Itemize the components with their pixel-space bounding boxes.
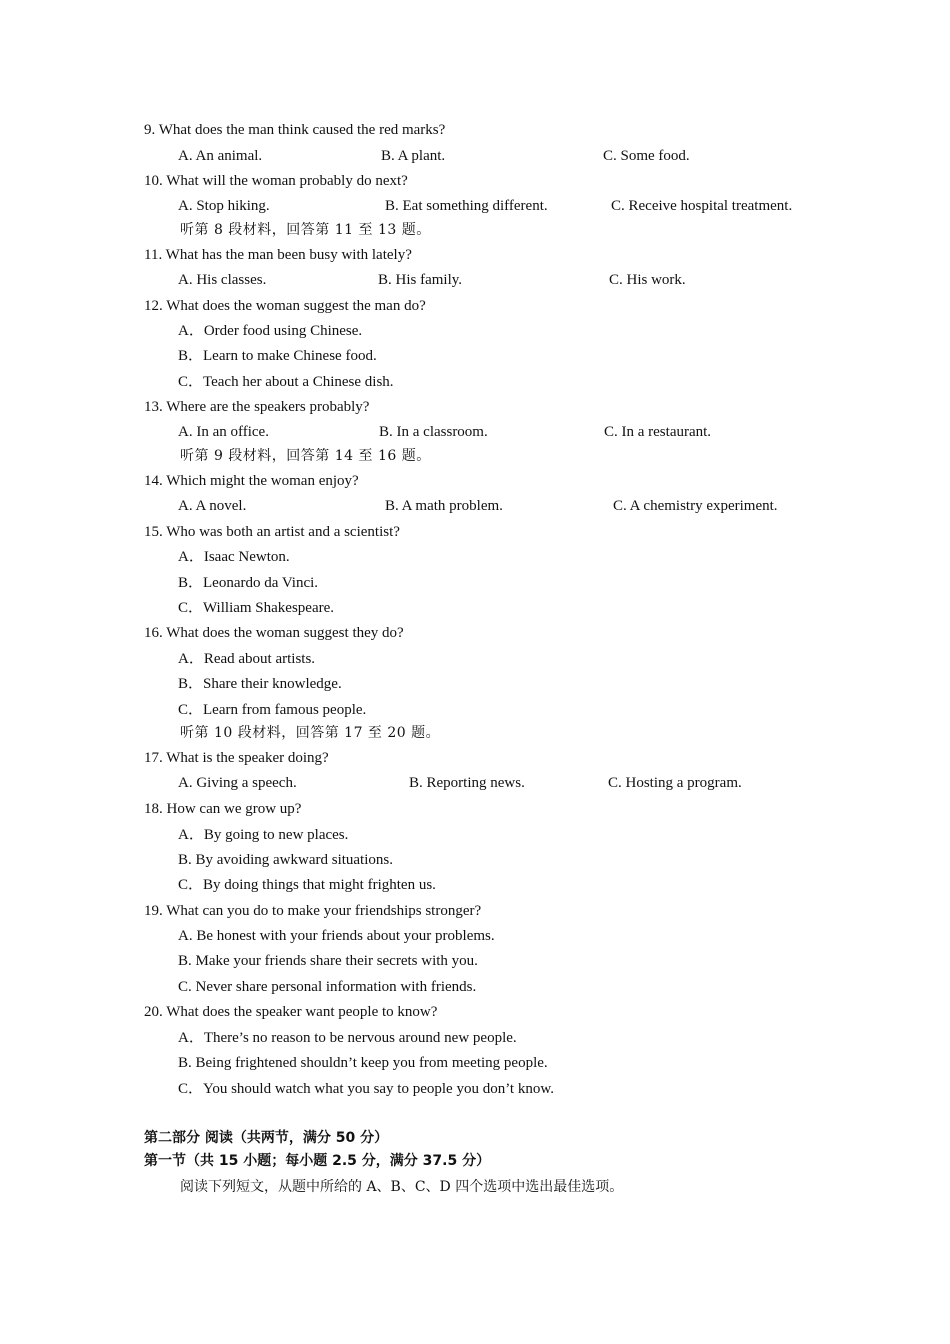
- question-16-option-c: C．Learn from famous people.: [178, 702, 367, 718]
- question-20-option-b: B. Being frightened shouldn’t keep you from meeting people.: [178, 1055, 548, 1071]
- question-20-stem: 20. What does the speaker want people to know?: [144, 1004, 438, 1020]
- question-15-option-c: C．William Shakespeare.: [178, 600, 335, 616]
- question-13-options: [0, 421, 950, 443]
- reading-instruction: 阅读下列短文，从题中所给的 A、B、C、D 四个选项中选出最佳选项。: [180, 1179, 624, 1195]
- question-19-option-c: C. Never share personal information with friends.: [178, 979, 477, 995]
- option-b: B. Eat something different.: [385, 198, 548, 214]
- option-c: C. A chemistry experiment.: [613, 498, 778, 514]
- question-19-stem: 19. What can you do to make your friendships stronger?: [144, 903, 482, 919]
- question-18-option-c: C．By doing things that might frighten us.: [178, 877, 436, 893]
- question-9-stem: 9. What does the man think caused the red marks?: [144, 122, 446, 138]
- question-16-option-b: B．Share their knowledge.: [178, 676, 342, 692]
- question-20-option-a: A．There’s no reason to be nervous around new people.: [178, 1030, 517, 1046]
- question-14-options: [0, 495, 950, 517]
- section-note-9: 听第 9 段材料，回答第 14 至 16 题。: [180, 448, 431, 464]
- option-a: A. In an office.: [178, 424, 269, 440]
- question-19-option-b: B. Make your friends share their secrets with you.: [178, 953, 478, 969]
- option-c: C. Some food.: [603, 148, 690, 164]
- question-16-option-a: A．Read about artists.: [178, 651, 316, 667]
- question-17-options: [0, 772, 950, 794]
- question-12-option-a: A．Order food using Chinese.: [178, 323, 363, 339]
- question-12-option-b: B．Learn to make Chinese food.: [178, 348, 377, 364]
- option-a: A. Giving a speech.: [178, 775, 297, 791]
- option-b: B. His family.: [378, 272, 463, 288]
- question-13-stem: 13. Where are the speakers probably?: [144, 399, 370, 415]
- question-18-option-a: A．By going to new places.: [178, 827, 349, 843]
- option-c: C. His work.: [609, 272, 686, 288]
- question-17-stem: 17. What is the speaker doing?: [144, 750, 329, 766]
- question-18-stem: 18. How can we grow up?: [144, 801, 302, 817]
- question-15-option-b: B．Leonardo da Vinci.: [178, 575, 319, 591]
- option-c: C. Hosting a program.: [608, 775, 742, 791]
- question-10-stem: 10. What will the woman probably do next?: [144, 173, 408, 189]
- question-15-stem: 15. Who was both an artist and a scientist?: [144, 524, 400, 540]
- option-c: C. In a restaurant.: [604, 424, 712, 440]
- option-b: B. Reporting news.: [409, 775, 525, 791]
- question-11-options: [0, 269, 950, 291]
- option-b: B. A math problem.: [385, 498, 503, 514]
- section-1-title: 第一节（共 15 小题；每小题 2.5 分，满分 37.5 分）: [144, 1153, 491, 1169]
- question-11-stem: 11. What has the man been busy with lately?: [144, 247, 412, 263]
- question-16-stem: 16. What does the woman suggest they do?: [144, 625, 404, 641]
- option-a: A. Stop hiking.: [178, 198, 270, 214]
- option-a: A. A novel.: [178, 498, 247, 514]
- option-b: B. A plant.: [381, 148, 446, 164]
- question-20-option-c: C．You should watch what you say to people you don’t know.: [178, 1081, 554, 1097]
- question-19-option-a: A. Be honest with your friends about your problems.: [178, 928, 495, 944]
- question-14-stem: 14. Which might the woman enjoy?: [144, 473, 359, 489]
- option-b: B. In a classroom.: [379, 424, 488, 440]
- question-15-option-a: A．Isaac Newton.: [178, 549, 290, 565]
- section-note-8: 听第 8 段材料，回答第 11 至 13 题。: [180, 222, 431, 238]
- question-10-options: [0, 195, 950, 217]
- option-a: A. An animal.: [178, 148, 263, 164]
- option-a: A. His classes.: [178, 272, 267, 288]
- option-c: C. Receive hospital treatment.: [611, 198, 793, 214]
- part-2-title: 第二部分 阅读（共两节，满分 50 分）: [144, 1130, 389, 1146]
- question-9-options: [0, 145, 950, 167]
- section-note-10: 听第 10 段材料，回答第 17 至 20 题。: [180, 725, 441, 741]
- question-12-option-c: C．Teach her about a Chinese dish.: [178, 374, 394, 390]
- question-18-option-b: B. By avoiding awkward situations.: [178, 852, 393, 868]
- question-12-stem: 12. What does the woman suggest the man do?: [144, 298, 426, 314]
